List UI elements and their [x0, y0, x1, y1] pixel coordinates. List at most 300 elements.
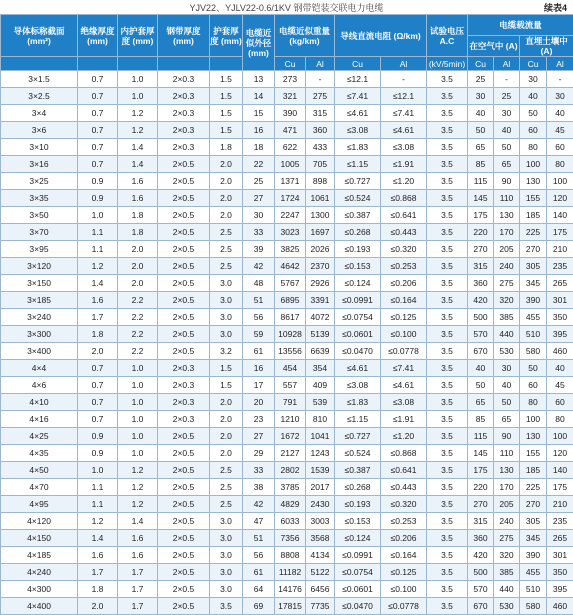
cell-resistance-al: ≤0.100 — [381, 326, 427, 343]
cell-insulation: 0.9 — [78, 428, 118, 445]
table-row — [1, 445, 573, 462]
header-weight-cu: Cu — [275, 57, 306, 71]
table-row — [1, 547, 573, 564]
cell-soil-cu: 225 — [520, 479, 547, 496]
cell-resistance-cu: ≤4.61 — [335, 360, 381, 377]
cell-outer-sheath: 3.0 — [210, 530, 243, 547]
cell-resistance-al: ≤0.641 — [381, 462, 427, 479]
cell-outer-sheath: 2.5 — [210, 496, 243, 513]
cell-resistance-al: ≤0.253 — [381, 513, 427, 530]
cell-resistance-al: ≤4.61 — [381, 377, 427, 394]
cell-resistance-al: ≤1.20 — [381, 428, 427, 445]
cell-conductor: 4×25 — [1, 428, 78, 445]
cell-air-cu: 85 — [468, 156, 494, 173]
cell-outer-sheath: 2.0 — [210, 173, 243, 190]
cell-outer-sheath: 3.5 — [210, 598, 243, 615]
cell-air-cu: 65 — [468, 139, 494, 156]
cell-insulation: 1.8 — [78, 326, 118, 343]
cell-soil-cu: 100 — [520, 411, 547, 428]
cell-outer-sheath: 2.0 — [210, 411, 243, 428]
cell-weight-cu: 1724 — [275, 190, 306, 207]
cell-weight-al: 2370 — [306, 258, 335, 275]
cell-air-cu: 115 — [468, 173, 494, 190]
cell-air-al: 275 — [494, 530, 520, 547]
cell-air-cu: 50 — [468, 122, 494, 139]
table-row — [1, 343, 573, 360]
cell-diameter: 51 — [243, 292, 275, 309]
cell-weight-cu: 13556 — [275, 343, 306, 360]
cell-steel-tape: 2×0.5 — [158, 309, 210, 326]
header-weight: 电缆近似重量 (kg/km) — [275, 15, 335, 57]
cell-soil-cu: 185 — [520, 207, 547, 224]
cell-air-cu: 40 — [468, 105, 494, 122]
cell-test-voltage: 3.5 — [427, 88, 468, 105]
cell-outer-sheath: 1.5 — [210, 122, 243, 139]
cell-soil-cu: 130 — [520, 173, 547, 190]
cell-test-voltage: 3.5 — [427, 122, 468, 139]
cell-resistance-al: ≤0.206 — [381, 530, 427, 547]
cell-air-cu: 25 — [468, 71, 494, 88]
cell-weight-al: 3003 — [306, 513, 335, 530]
cell-soil-cu: 510 — [520, 326, 547, 343]
cell-diameter: 14 — [243, 88, 275, 105]
cell-weight-cu: 1210 — [275, 411, 306, 428]
cell-conductor: 3×70 — [1, 224, 78, 241]
cell-soil-cu: 270 — [520, 496, 547, 513]
cell-outer-sheath: 3.0 — [210, 581, 243, 598]
cell-soil-al: 460 — [547, 598, 573, 615]
cell-weight-cu: 7356 — [275, 530, 306, 547]
cell-resistance-al: ≤0.100 — [381, 581, 427, 598]
cell-weight-cu: 5767 — [275, 275, 306, 292]
cell-air-cu: 420 — [468, 292, 494, 309]
header-capacity: 电缆载流量 — [468, 15, 573, 36]
cell-test-voltage: 3.5 — [427, 309, 468, 326]
cell-test-voltage: 3.5 — [427, 462, 468, 479]
cell-steel-tape: 2×0.5 — [158, 428, 210, 445]
cell-conductor: 4×240 — [1, 564, 78, 581]
cell-diameter: 59 — [243, 326, 275, 343]
cell-inner-sheath: 1.6 — [118, 173, 158, 190]
table-row — [1, 224, 573, 241]
cell-inner-sheath: 1.4 — [118, 513, 158, 530]
cell-test-voltage: 3.5 — [427, 445, 468, 462]
header-insulation: 绝缘厚度 (mm) — [78, 15, 118, 57]
cell-soil-cu: 155 — [520, 190, 547, 207]
cell-inner-sheath: 1.8 — [118, 207, 158, 224]
cell-weight-al: 1539 — [306, 462, 335, 479]
cell-air-cu: 315 — [468, 513, 494, 530]
cell-resistance-al: ≤0.164 — [381, 292, 427, 309]
cell-air-cu: 670 — [468, 343, 494, 360]
table-row — [1, 139, 573, 156]
header-soil-al: Al — [547, 57, 573, 71]
table-row — [1, 581, 573, 598]
cell-inner-sheath: 2.2 — [118, 292, 158, 309]
cell-resistance-cu: ≤0.387 — [335, 462, 381, 479]
cell-insulation: 1.4 — [78, 275, 118, 292]
cell-weight-cu: 17815 — [275, 598, 306, 615]
cell-soil-cu: 100 — [520, 156, 547, 173]
cell-resistance-cu: ≤0.0601 — [335, 581, 381, 598]
cell-weight-cu: 14176 — [275, 581, 306, 598]
header-inner-sheath: 内护套厚度 (mm) — [118, 15, 158, 57]
cell-soil-cu: 305 — [520, 258, 547, 275]
cell-resistance-cu: ≤1.83 — [335, 139, 381, 156]
cell-diameter: 22 — [243, 156, 275, 173]
header-blank — [1, 57, 78, 71]
cell-weight-cu: 2247 — [275, 207, 306, 224]
cell-weight-cu: 3785 — [275, 479, 306, 496]
cell-weight-cu: 6895 — [275, 292, 306, 309]
cell-resistance-cu: ≤12.1 — [335, 71, 381, 88]
cell-soil-cu: 225 — [520, 224, 547, 241]
cell-weight-cu: 622 — [275, 139, 306, 156]
cell-resistance-al: ≤0.868 — [381, 445, 427, 462]
header-in-soil: 直埋土壤中 (A) — [520, 36, 573, 57]
cell-conductor: 4×35 — [1, 445, 78, 462]
cell-air-al: 110 — [494, 190, 520, 207]
cell-steel-tape: 2×0.5 — [158, 258, 210, 275]
cell-resistance-al: ≤3.08 — [381, 394, 427, 411]
cell-resistance-al: ≤0.253 — [381, 258, 427, 275]
cell-weight-cu: 273 — [275, 71, 306, 88]
cell-diameter: 61 — [243, 343, 275, 360]
cell-steel-tape: 2×0.3 — [158, 122, 210, 139]
cell-test-voltage: 3.5 — [427, 139, 468, 156]
cell-soil-al: 395 — [547, 581, 573, 598]
cell-test-voltage: 3.5 — [427, 105, 468, 122]
cell-steel-tape: 2×0.3 — [158, 360, 210, 377]
cell-diameter: 47 — [243, 513, 275, 530]
cell-test-voltage: 3.5 — [427, 241, 468, 258]
cell-diameter: 39 — [243, 241, 275, 258]
cell-inner-sheath: 1.0 — [118, 71, 158, 88]
cell-inner-sheath: 1.2 — [118, 105, 158, 122]
cell-soil-al: 350 — [547, 309, 573, 326]
cell-outer-sheath: 1.5 — [210, 105, 243, 122]
cell-soil-cu: 510 — [520, 581, 547, 598]
cell-air-cu: 500 — [468, 309, 494, 326]
cell-air-cu: 40 — [468, 360, 494, 377]
cell-weight-al: 4134 — [306, 547, 335, 564]
cell-weight-cu: 4829 — [275, 496, 306, 513]
cell-air-cu: 360 — [468, 530, 494, 547]
cell-conductor: 4×70 — [1, 479, 78, 496]
cell-weight-al: 7735 — [306, 598, 335, 615]
cell-diameter: 27 — [243, 190, 275, 207]
table-row — [1, 564, 573, 581]
cell-steel-tape: 2×0.5 — [158, 530, 210, 547]
cell-steel-tape: 2×0.5 — [158, 564, 210, 581]
table-row — [1, 292, 573, 309]
cell-conductor: 3×25 — [1, 173, 78, 190]
cell-weight-al: 315 — [306, 105, 335, 122]
cell-air-cu: 175 — [468, 207, 494, 224]
table-row — [1, 394, 573, 411]
cell-weight-al: 2026 — [306, 241, 335, 258]
cell-diameter: 33 — [243, 224, 275, 241]
cell-test-voltage: 3.5 — [427, 360, 468, 377]
table-row — [1, 411, 573, 428]
cell-resistance-cu: ≤0.193 — [335, 241, 381, 258]
cell-resistance-al: ≤1.91 — [381, 156, 427, 173]
header-diameter: 电缆近似外径 (mm) — [243, 15, 275, 71]
cell-air-al: 440 — [494, 581, 520, 598]
header-blank — [78, 57, 118, 71]
cell-weight-cu: 471 — [275, 122, 306, 139]
cell-steel-tape: 2×0.3 — [158, 411, 210, 428]
cell-resistance-cu: ≤0.0470 — [335, 598, 381, 615]
header-in-air: 在空气中 (A) — [468, 36, 520, 57]
cell-steel-tape: 2×0.3 — [158, 394, 210, 411]
cell-weight-al: 6456 — [306, 581, 335, 598]
header-resistance: 导线直流电阻 (Ω/km) — [335, 15, 427, 57]
cell-insulation: 0.7 — [78, 105, 118, 122]
cell-steel-tape: 2×0.3 — [158, 105, 210, 122]
cell-inner-sheath: 1.7 — [118, 598, 158, 615]
cell-weight-al: 2430 — [306, 496, 335, 513]
cell-resistance-cu: ≤0.124 — [335, 275, 381, 292]
cell-outer-sheath: 2.5 — [210, 224, 243, 241]
cell-soil-al: 60 — [547, 139, 573, 156]
cell-weight-cu: 557 — [275, 377, 306, 394]
cell-inner-sheath: 1.7 — [118, 581, 158, 598]
cell-outer-sheath: 2.0 — [210, 445, 243, 462]
cell-conductor: 3×1.5 — [1, 71, 78, 88]
cell-air-al: 90 — [494, 173, 520, 190]
cell-insulation: 0.7 — [78, 377, 118, 394]
cell-soil-cu: 40 — [520, 88, 547, 105]
cell-soil-al: 235 — [547, 513, 573, 530]
cell-weight-cu: 3825 — [275, 241, 306, 258]
cell-resistance-cu: ≤0.124 — [335, 530, 381, 547]
cell-test-voltage: 3.5 — [427, 343, 468, 360]
cell-outer-sheath: 1.5 — [210, 88, 243, 105]
cell-air-cu: 670 — [468, 598, 494, 615]
cell-insulation: 1.0 — [78, 207, 118, 224]
cell-soil-al: 395 — [547, 326, 573, 343]
cell-soil-cu: 345 — [520, 530, 547, 547]
cell-resistance-al: ≤0.0778 — [381, 598, 427, 615]
table-row — [1, 479, 573, 496]
cell-test-voltage: 3.5 — [427, 258, 468, 275]
cell-air-al: 30 — [494, 360, 520, 377]
cell-air-al: 50 — [494, 394, 520, 411]
cell-test-voltage: 3.5 — [427, 496, 468, 513]
cell-weight-al: 4072 — [306, 309, 335, 326]
table-row — [1, 496, 573, 513]
cell-diameter: 56 — [243, 309, 275, 326]
cell-resistance-cu: ≤3.08 — [335, 377, 381, 394]
cell-weight-cu: 1371 — [275, 173, 306, 190]
cell-steel-tape: 2×0.5 — [158, 275, 210, 292]
cell-diameter: 23 — [243, 411, 275, 428]
cell-outer-sheath: 3.0 — [210, 309, 243, 326]
cell-test-voltage: 3.5 — [427, 71, 468, 88]
cell-soil-al: 40 — [547, 360, 573, 377]
cell-conductor: 4×4 — [1, 360, 78, 377]
cell-steel-tape: 2×0.5 — [158, 224, 210, 241]
cell-insulation: 0.9 — [78, 445, 118, 462]
table-row — [1, 71, 573, 88]
cell-soil-al: 80 — [547, 411, 573, 428]
cell-test-voltage: 3.5 — [427, 479, 468, 496]
cell-air-al: 275 — [494, 275, 520, 292]
cell-soil-cu: 580 — [520, 343, 547, 360]
cell-soil-cu: 60 — [520, 122, 547, 139]
cell-soil-cu: 80 — [520, 394, 547, 411]
cell-resistance-al: ≤3.08 — [381, 139, 427, 156]
cell-soil-al: 120 — [547, 445, 573, 462]
cell-soil-al: 301 — [547, 292, 573, 309]
cell-resistance-cu: ≤0.0754 — [335, 564, 381, 581]
cell-steel-tape: 2×0.3 — [158, 88, 210, 105]
cell-steel-tape: 2×0.5 — [158, 479, 210, 496]
cell-conductor: 3×16 — [1, 156, 78, 173]
cell-insulation: 0.7 — [78, 156, 118, 173]
header-steel-tape: 钢带厚度 (mm) — [158, 15, 210, 57]
cell-inner-sheath: 2.0 — [118, 258, 158, 275]
cell-outer-sheath: 3.0 — [210, 292, 243, 309]
cell-resistance-cu: ≤0.0991 — [335, 292, 381, 309]
cell-insulation: 1.1 — [78, 241, 118, 258]
cell-soil-al: 120 — [547, 190, 573, 207]
header-soil-cu: Cu — [520, 57, 547, 71]
cell-steel-tape: 2×0.5 — [158, 156, 210, 173]
cell-soil-al: 30 — [547, 88, 573, 105]
cell-air-cu: 50 — [468, 377, 494, 394]
header-outer-sheath: 护套厚度 (mm) — [210, 15, 243, 57]
cell-air-cu: 175 — [468, 462, 494, 479]
cell-conductor: 3×50 — [1, 207, 78, 224]
cell-inner-sheath: 1.2 — [118, 122, 158, 139]
cell-test-voltage: 3.5 — [427, 564, 468, 581]
header-air-cu: Cu — [468, 57, 494, 71]
cell-weight-cu: 3023 — [275, 224, 306, 241]
cell-diameter: 30 — [243, 207, 275, 224]
cell-air-al: 320 — [494, 292, 520, 309]
cell-resistance-cu: ≤0.153 — [335, 513, 381, 530]
cell-weight-al: 360 — [306, 122, 335, 139]
cell-soil-al: 175 — [547, 479, 573, 496]
cell-conductor: 4×50 — [1, 462, 78, 479]
cell-soil-al: 45 — [547, 122, 573, 139]
cable-spec-table — [0, 14, 573, 615]
cell-soil-al: 210 — [547, 241, 573, 258]
cell-inner-sheath: 1.0 — [118, 394, 158, 411]
cell-resistance-cu: ≤0.0754 — [335, 309, 381, 326]
cell-steel-tape: 2×0.5 — [158, 207, 210, 224]
table-row — [1, 309, 573, 326]
cell-test-voltage: 3.5 — [427, 275, 468, 292]
cell-diameter: 18 — [243, 139, 275, 156]
cell-conductor: 4×10 — [1, 394, 78, 411]
cell-conductor: 3×4 — [1, 105, 78, 122]
cell-weight-cu: 4642 — [275, 258, 306, 275]
cell-weight-cu: 2127 — [275, 445, 306, 462]
cell-weight-al: 2926 — [306, 275, 335, 292]
cell-soil-cu: 80 — [520, 139, 547, 156]
cell-diameter: 27 — [243, 428, 275, 445]
cell-weight-al: 5139 — [306, 326, 335, 343]
cell-insulation: 2.0 — [78, 343, 118, 360]
cell-insulation: 1.1 — [78, 479, 118, 496]
cell-outer-sheath: 2.0 — [210, 156, 243, 173]
cell-insulation: 1.1 — [78, 496, 118, 513]
cell-insulation: 1.8 — [78, 581, 118, 598]
cell-outer-sheath: 1.5 — [210, 377, 243, 394]
cell-air-al: 65 — [494, 411, 520, 428]
cell-weight-al: 433 — [306, 139, 335, 156]
cell-test-voltage: 3.5 — [427, 513, 468, 530]
cell-resistance-cu: ≤1.83 — [335, 394, 381, 411]
cell-insulation: 0.7 — [78, 122, 118, 139]
header-resistance-cu: Cu — [335, 57, 381, 71]
cell-steel-tape: 2×0.5 — [158, 326, 210, 343]
cell-weight-cu: 10928 — [275, 326, 306, 343]
table-row — [1, 377, 573, 394]
cell-resistance-al: ≤0.641 — [381, 207, 427, 224]
table-row — [1, 258, 573, 275]
cell-conductor: 3×10 — [1, 139, 78, 156]
cell-conductor: 3×240 — [1, 309, 78, 326]
table-row — [1, 88, 573, 105]
cell-air-al: 170 — [494, 224, 520, 241]
cell-air-cu: 220 — [468, 479, 494, 496]
cell-weight-al: 1243 — [306, 445, 335, 462]
cell-inner-sheath: 1.4 — [118, 156, 158, 173]
cell-soil-al: 100 — [547, 428, 573, 445]
cell-weight-al: 3391 — [306, 292, 335, 309]
cell-weight-cu: 6033 — [275, 513, 306, 530]
cell-conductor: 4×95 — [1, 496, 78, 513]
cell-air-al: 440 — [494, 326, 520, 343]
cell-inner-sheath: 2.2 — [118, 309, 158, 326]
cell-weight-al: 6639 — [306, 343, 335, 360]
cell-diameter: 42 — [243, 496, 275, 513]
cell-weight-cu: 791 — [275, 394, 306, 411]
cell-diameter: 38 — [243, 479, 275, 496]
cell-insulation: 1.2 — [78, 513, 118, 530]
cell-conductor: 3×35 — [1, 190, 78, 207]
cell-steel-tape: 2×0.5 — [158, 241, 210, 258]
cell-air-cu: 145 — [468, 445, 494, 462]
cell-diameter: 29 — [243, 445, 275, 462]
header-air-al: Al — [494, 57, 520, 71]
cell-weight-al: 539 — [306, 394, 335, 411]
cell-weight-al: 1041 — [306, 428, 335, 445]
cell-weight-al: 898 — [306, 173, 335, 190]
table-row — [1, 275, 573, 292]
cell-soil-al: 235 — [547, 258, 573, 275]
cell-inner-sheath: 2.0 — [118, 241, 158, 258]
cell-air-al: 130 — [494, 462, 520, 479]
cell-diameter: 16 — [243, 122, 275, 139]
cell-resistance-cu: ≤0.0470 — [335, 343, 381, 360]
cell-weight-cu: 8617 — [275, 309, 306, 326]
cell-test-voltage: 3.5 — [427, 428, 468, 445]
cell-insulation: 1.1 — [78, 224, 118, 241]
table-row — [1, 241, 573, 258]
cell-outer-sheath: 3.2 — [210, 343, 243, 360]
cell-resistance-al: ≤0.443 — [381, 224, 427, 241]
cell-inner-sheath: 1.6 — [118, 530, 158, 547]
cell-air-cu: 85 — [468, 411, 494, 428]
cell-conductor: 4×300 — [1, 581, 78, 598]
cell-resistance-cu: ≤7.41 — [335, 88, 381, 105]
cell-resistance-cu: ≤0.727 — [335, 428, 381, 445]
